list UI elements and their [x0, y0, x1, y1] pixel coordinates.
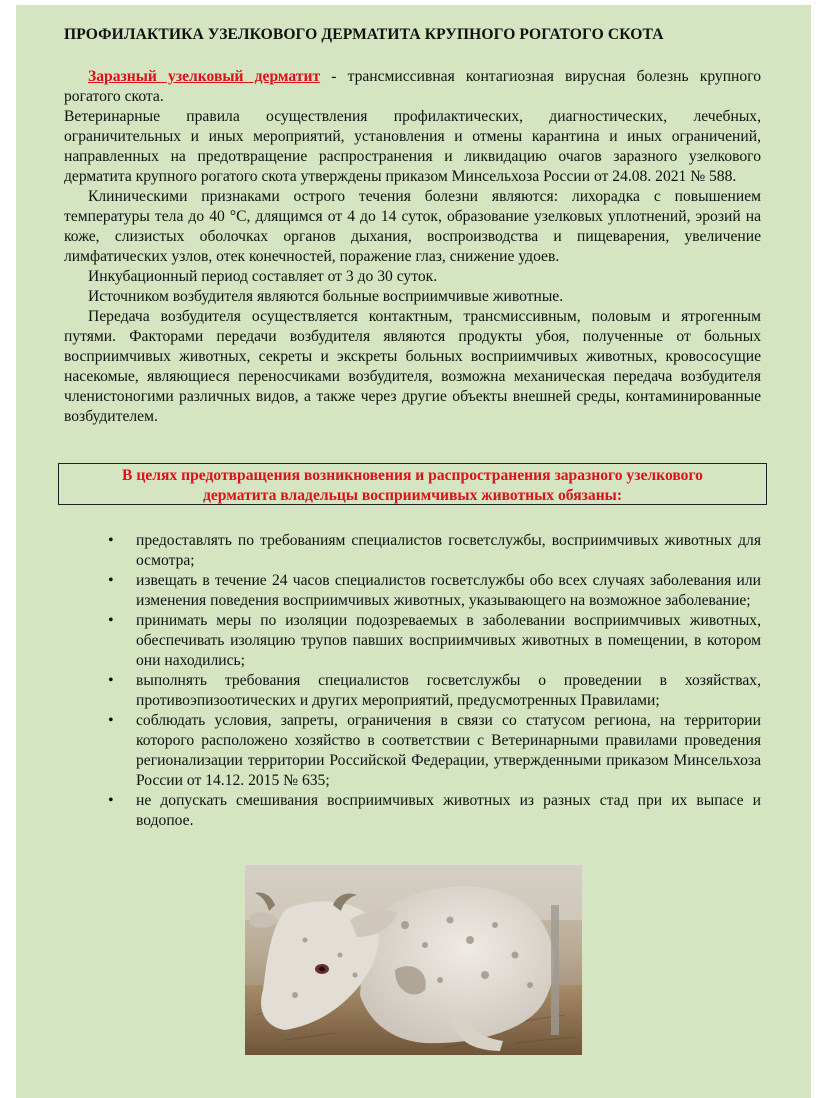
list-item [104, 611, 761, 671]
list-item-text: не допускать смешивания восприимчивых животных из разных стад при их выпасе и водопое. [136, 792, 761, 829]
obligations-list [104, 531, 761, 831]
list-item-text: выполнять требования специалистов госветслужбы о проведении в хозяйствах, противоэпизоотических и других мероприятий, предусмотренных Правилами; [136, 672, 761, 709]
list-item-text: извещать в течение 24 часов специалистов госветслужбы обо всех случаях заболевания или изменения поведения восприимчивых животных, указывающего на возможное заболевание; [136, 572, 761, 609]
list-item [104, 791, 761, 831]
notice-box [58, 463, 767, 505]
paragraph-transmission: Передача возбудителя осуществляется контактным, трансмиссивным, половым и ятрогенным путями. Факторами передачи возбудителя являются продукты убоя, полученные от больных восприимчивых животных, секреты и экскреты больных восприимчивых животных, кровососущие насекомые, являющиеся переносчиками возбудителя, возможна механическая передача возбудителя членистоногими различных видов, а также через другие объекты внешней среды, контаминированные возбудителем. [64, 308, 761, 425]
bullet-icon: • [108, 712, 114, 729]
paragraph-clinical-signs: Клиническими признаками острого течения болезни являются: лихорадка с повышением температуры тела до 40 °С, длящимся от 4 до 14 суток, образование узелковых уплотнений, эрозий на коже, слизистых оболочках органов дыхания, воспроизводства и пищеварения, увеличение лимфатических узлов, отек конечностей, поражение глаз, снижение удоев. [64, 188, 761, 265]
list-item [104, 711, 761, 791]
notice-line-1: В целях предотвращения возникновения и распространения заразного узелкового [122, 467, 703, 484]
list-item-text: соблюдать условия, запреты, ограничения в связи со статусом региона, на территории которого расположено хозяйство в соответствии с Ветеринарными правилами проведения регионализации территории Российской Федерации, утвержденными приказом Минсельхоза России от 14.12. 2015 № 635; [136, 712, 761, 789]
bullet-icon: • [108, 612, 114, 629]
bullet-icon: • [108, 532, 114, 549]
paragraph-source: Источником возбудителя являются больные восприимчивые животные. [88, 288, 564, 305]
bullet-icon: • [108, 672, 114, 689]
cow-illustration [245, 865, 582, 1055]
bullet-icon: • [108, 792, 114, 809]
cow-photo [245, 865, 582, 1055]
document-body [64, 67, 761, 427]
list-item [104, 531, 761, 571]
document-title: ПРОФИЛАКТИКА УЗЕЛКОВОГО ДЕРМАТИТА КРУПНОГО РОГАТОГО СКОТА [64, 26, 664, 43]
list-item [104, 571, 761, 611]
document-page [16, 5, 811, 1098]
disease-term: Заразный узелковый дерматит [88, 68, 321, 85]
bullet-icon: • [108, 572, 114, 589]
list-item-text: предоставлять по требованиям специалистов госветслужбы, восприимчивых животных для осмотра; [136, 532, 761, 569]
list-item-text: принимать меры по изоляции подозреваемых в заболевании восприимчивых животных, обеспечивать изоляцию трупов павших восприимчивых животных в помещении, в котором они находились; [136, 612, 761, 669]
list-item [104, 671, 761, 711]
paragraph-incubation: Инкубационный период составляет от 3 до 30 суток. [88, 268, 438, 285]
paragraph-veterinary-rules: Ветеринарные правила осуществления профилактических, диагностических, лечебных, ограничительных и иных мероприятий, установления и отмены карантина и иных ограничений, направленных на предотвращение распространения и ликвидацию очагов заразного узелкового дерматита крупного рогатого скота утверждены приказом Минсельхоза России от 24.08. 2021 № 588. [64, 108, 761, 185]
notice-line-2: дерматита владельцы восприимчивых животных обязаны: [202, 487, 623, 504]
disease-definition: - трансмиссивная контагиозная вирусная болезнь крупного рогатого скота. [64, 68, 761, 105]
intro-paragraph [64, 67, 761, 107]
